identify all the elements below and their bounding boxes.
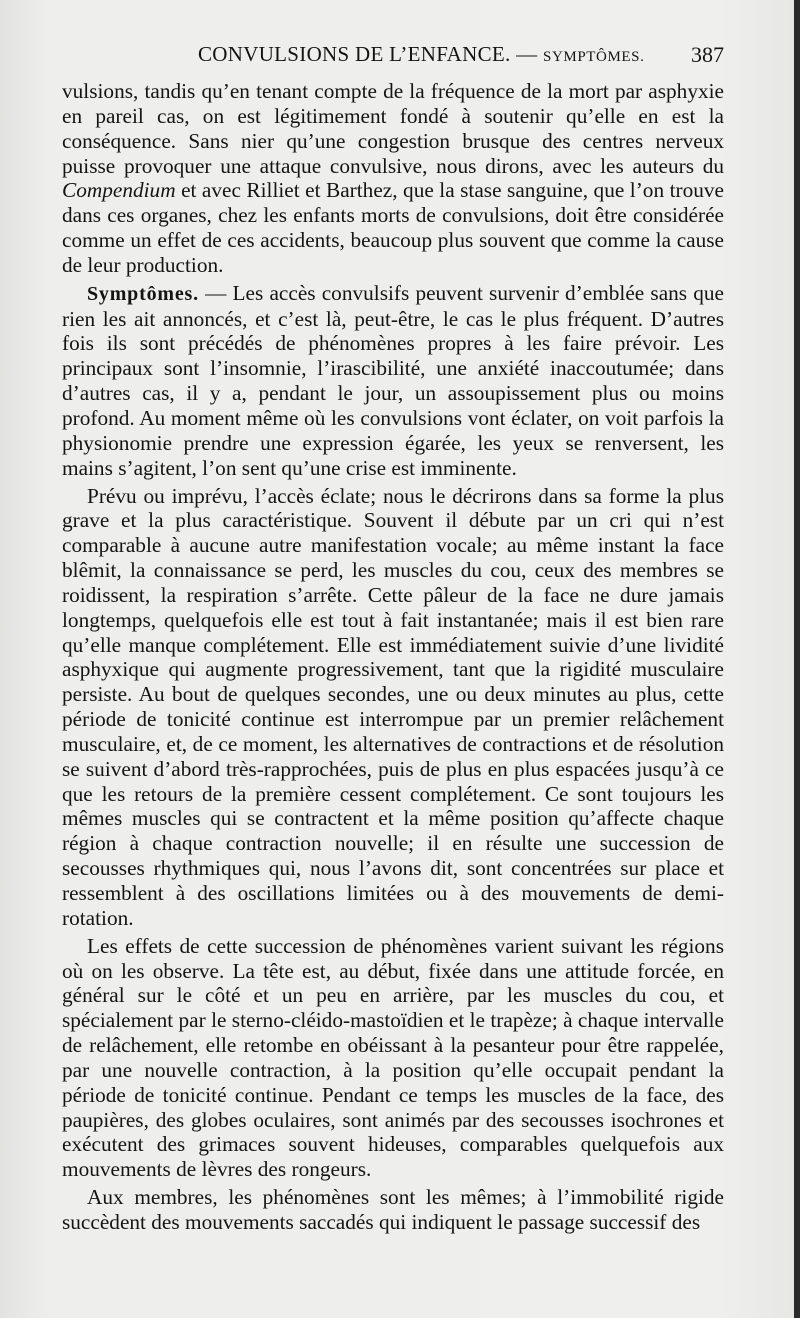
paragraph-5: Aux membres, les phénomènes sont les mêmes; à l’immobilité rigide succèdent des mouvements saccadés qui indiquent le passage successif des — [62, 1185, 724, 1234]
body-text — [62, 79, 724, 1235]
running-title-main: CONVULSIONS DE L’ENFANCE. — — [198, 42, 538, 66]
paragraph-1-italic: Compendium — [62, 178, 176, 203]
running-title — [198, 42, 644, 67]
paragraph-1-part-b: et avec Rilliet et Barthez, que la stase sanguine, que l’on trouve dans ces organes, chez les enfants morts de convulsions, doit être considérée comme un effet de ces accidents, beaucoup plus souvent que comme la cause de leur production. — [62, 178, 724, 277]
paragraph-symptomes — [62, 281, 724, 481]
paragraph-3: Prévu ou imprévu, l’accès éclate; nous le décrirons dans sa forme la plus grave et la plus caractéristique. Souvent il débute par un cri qui n’est comparable à aucune autre manifestation vocale; au même instant la face blêmit, la connaissance se perd, les muscles du cou, ceux des membres se roidissent, la respiration s’arrête. Cette pâleur de la face ne dure jamais longtemps, quelquefois elle est tout à fait instantanée; mais il est bien rare qu’elle manque complétement. Elle est immédiatement suivie d’une lividité asphyxique qui augmente progressivement, tant que la rigidité musculaire persiste. Au bout de quelques secondes, une ou deux minutes au plus, cette période de tonicité continue est interrompue par un premier relâchement musculaire, et, de ce moment, les alternatives de contractions et de résolution se suivent d’abord très-rapprochées, puis de plus en plus espacées jusqu’à ce que les retours de la première cessent complétement. Ce sont toujours les mêmes muscles qui se contractent et la même position qu’affecte chaque région à chaque contraction nouvelle; il en résulte une succession de secousses rhythmiques qui, nous l’avons dit, sont concentrées sur place et ressemblent à des oscillations limitées ou à des mouvements de demi-rotation. — [62, 483, 724, 930]
running-title-section: SYMPTÔMES. — [543, 49, 645, 65]
running-head — [62, 42, 724, 72]
paragraph-2-text: — Les accès convulsifs peuvent survenir d’emblée sans que rien les ait annoncés, et c’est là, peut-être, le cas le plus fréquent. D’autres fois ils sont précédés de phénomènes propres à les faire prévoir. Les principaux sont l’insomnie, l’irascibilité, une anxiété inaccoutumée; dans d’autres cas, il y a, pendant le jour, un assoupissement plus ou moins profond. Au moment même où les convulsions vont éclater, on voit parfois la physionomie prendre une expression égarée, les yeux se renversent, les mains s’agitent, l’on sent qu’une crise est imminente. — [62, 280, 724, 480]
section-heading: Symptômes. — [87, 282, 199, 305]
paragraph-1-part-a: vulsions, tandis qu’en tenant compte de la fréquence de la mort par asphyxie en pareil cas, on est légitimement fondé à soutenir qu’elle en est la conséquence. Sans nier qu’une congestion brusque des centres nerveux puisse provoquer une attaque convulsive, nous dirons, avec les auteurs du — [62, 79, 724, 178]
page-number: 387 — [691, 42, 724, 67]
paragraph-4: Les effets de cette succession de phénomènes varient suivant les régions où on les observe. La tête est, au début, fixée dans une attitude forcée, en général sur le côté et un peu en arrière, par les muscles du cou, et spécialement par le sterno-cléido-mastoïdien et le trapèze; à chaque intervalle de relâchement, elle retombe en obéissant à la pesanteur pour être rappelée, par une nouvelle contraction, à la position qu’elle occupait pendant la période de tonicité continue. Pendant ce temps les muscles de la face, des paupières, des globes oculaires, sont animés par des secousses isochrones et exécutent des grimaces souvent hideuses, comparables quelquefois aux mouvements de lèvres des rongeurs. — [62, 933, 724, 1182]
paragraph-continued — [62, 79, 724, 278]
